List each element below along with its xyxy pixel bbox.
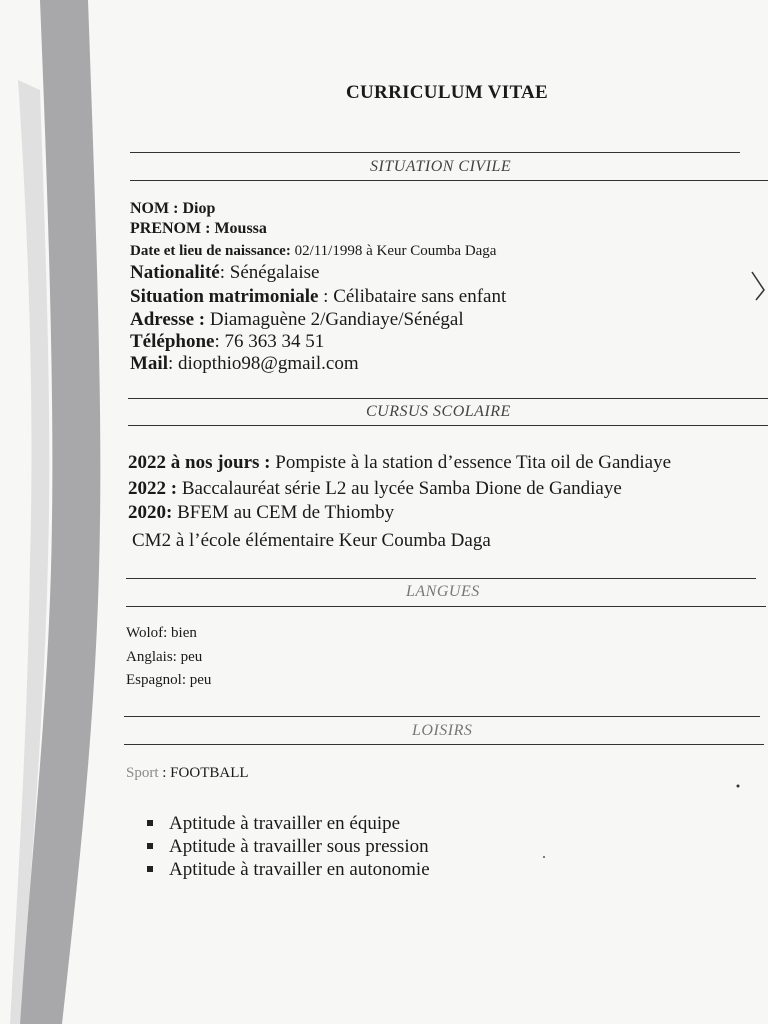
- sport-value: : FOOTBALL: [162, 765, 249, 781]
- cursus-entry: [128, 478, 622, 500]
- cursus-entry: [132, 530, 491, 552]
- sport-line: [126, 765, 249, 782]
- divider: [130, 180, 768, 181]
- prenom-value: Moussa: [214, 220, 267, 237]
- section-heading-situation-civile: SITUATION CIVILE: [370, 158, 512, 175]
- langue-item: Wolof: bien: [126, 625, 197, 641]
- naissance-line: [130, 243, 496, 260]
- list-item: [145, 858, 430, 881]
- aptitudes-list: [145, 812, 430, 881]
- telephone-label: Téléphone: [130, 331, 215, 352]
- adresse-line: [130, 309, 464, 331]
- cursus-text: Pompiste à la station d’essence Tita oil de Gandiaye: [275, 452, 672, 473]
- list-item: [145, 812, 430, 835]
- aptitude-text: Aptitude à travailler en équipe: [169, 813, 401, 834]
- section-heading-loisirs: LOISIRS: [412, 722, 473, 739]
- cursus-text: Baccalauréat série L2 au lycée Samba Dione de Gandiaye: [181, 478, 622, 499]
- prenom-label: PRENOM :: [130, 220, 211, 237]
- aptitude-text: Aptitude à travailler sous pression: [169, 836, 429, 857]
- nom-line: [130, 200, 215, 218]
- cursus-year: 2020:: [128, 502, 173, 523]
- document-title: CURRICULUM VITAE: [346, 82, 549, 103]
- nationalite-value: : Sénégalaise: [219, 262, 320, 283]
- divider: [130, 152, 740, 153]
- telephone-line: [130, 331, 324, 353]
- cursus-year: 2022 :: [128, 478, 178, 499]
- mail-line: [130, 353, 359, 375]
- naissance-label: Date et lieu de naissance:: [130, 243, 291, 259]
- bullet-icon: [147, 820, 153, 826]
- bullet-icon: [147, 866, 153, 872]
- mail-label: Mail: [130, 353, 168, 374]
- section-heading-langues: LANGUES: [406, 583, 480, 600]
- divider: [124, 744, 764, 745]
- nationalite-label: Nationalité: [130, 262, 220, 283]
- bullet-icon: [147, 843, 153, 849]
- langue-item: Espagnol: peu: [126, 672, 212, 688]
- nationalite-line: [130, 262, 319, 284]
- divider: [128, 398, 768, 399]
- matrimoniale-value: : Célibataire sans enfant: [323, 286, 507, 307]
- cursus-text: BFEM au CEM de Thiomby: [177, 502, 395, 523]
- cursus-text: CM2 à l’école élémentaire Keur Coumba Daga: [132, 530, 491, 551]
- section-heading-cursus-scolaire: CURSUS SCOLAIRE: [366, 403, 511, 420]
- sport-label: Sport: [126, 765, 159, 781]
- adresse-label: Adresse :: [130, 309, 206, 330]
- mail-value: : diopthio98@gmail.com: [168, 353, 359, 374]
- telephone-value: : 76 363 34 51: [214, 331, 325, 352]
- divider: [124, 716, 760, 717]
- nom-value: Diop: [182, 200, 216, 217]
- adresse-value: Diamaguène 2/Gandiaye/Sénégal: [209, 309, 464, 330]
- cursus-entry: [128, 452, 671, 474]
- cursus-year: 2022 à nos jours :: [128, 452, 271, 473]
- divider: [126, 606, 766, 607]
- cursus-entry: [128, 502, 394, 524]
- langue-item: Anglais: peu: [126, 649, 203, 665]
- list-item: [145, 835, 430, 858]
- divider: [128, 425, 768, 426]
- divider: [126, 578, 756, 579]
- prenom-line: [130, 220, 267, 238]
- nom-label: NOM :: [130, 200, 179, 217]
- naissance-value: 02/11/1998 à Keur Coumba Daga: [294, 243, 497, 259]
- matrimoniale-line: [130, 286, 506, 308]
- matrimoniale-label: Situation matrimoniale: [130, 286, 319, 307]
- aptitude-text: Aptitude à travailler en autonomie: [169, 859, 430, 880]
